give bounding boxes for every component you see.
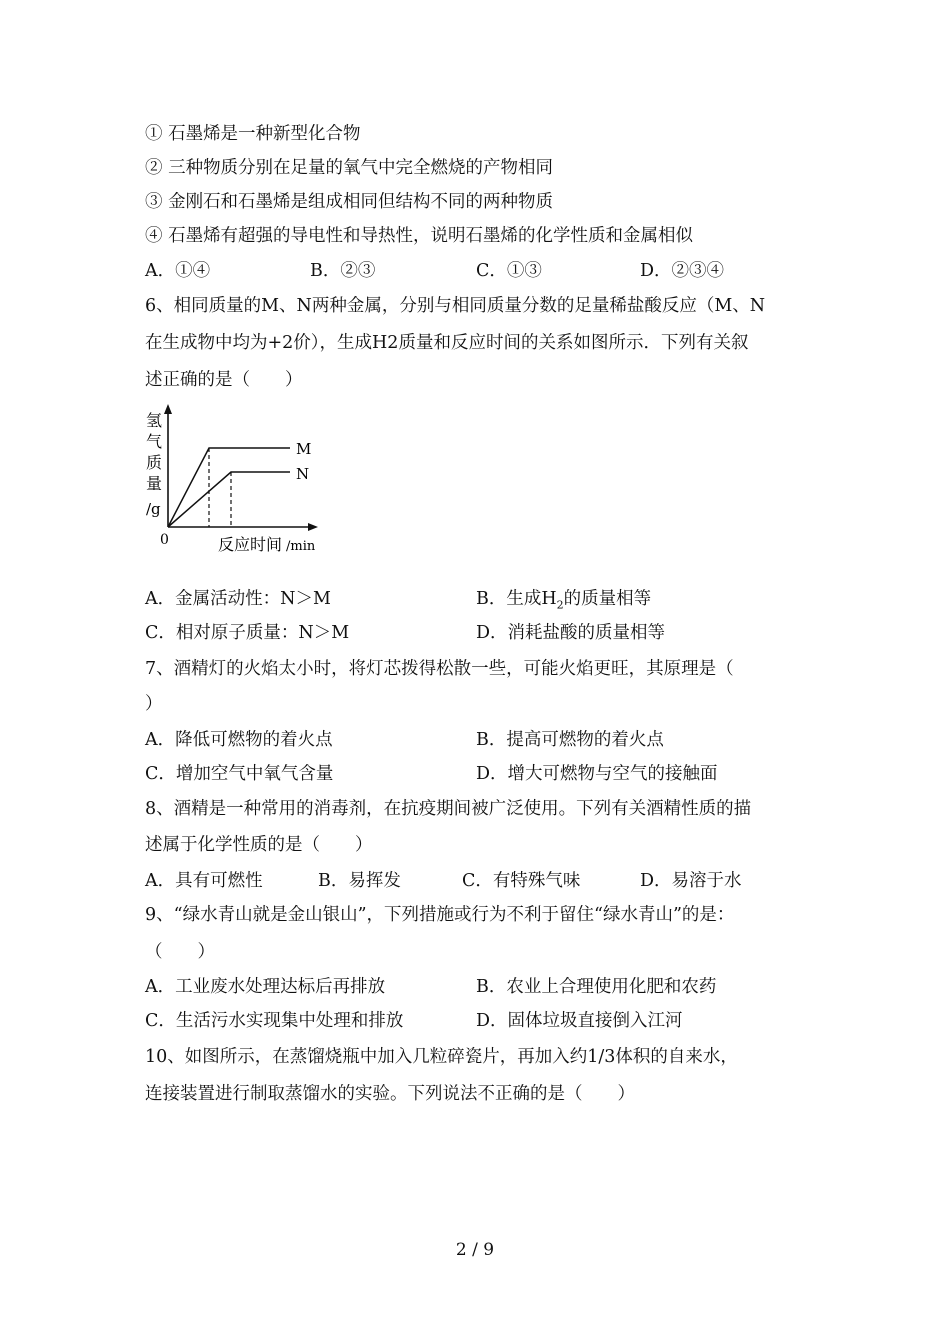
q7-option-d: D．增大可燃物与空气的接触面 bbox=[476, 764, 718, 784]
q7-option-a: A．降低可燃物的着火点 bbox=[145, 730, 333, 750]
q9-option-c: C．生活污水实现集中处理和排放 bbox=[145, 1011, 404, 1031]
q10-stem-line-2: 连接装置进行制取蒸馏水的实验。下列说法不正确的是（ ） bbox=[145, 1084, 635, 1104]
y-label-char-3: 质 bbox=[146, 453, 163, 472]
q8-option-c: C．有特殊气味 bbox=[462, 871, 581, 891]
q6-option-c: C．相对原子质量：N＞M bbox=[145, 623, 350, 643]
q5-statement-1: ① 石墨烯是一种新型化合物 bbox=[145, 124, 361, 144]
y-axis-arrow bbox=[164, 404, 172, 414]
y-label-char-2: 气 bbox=[146, 432, 163, 451]
line-n bbox=[168, 472, 290, 527]
line-m bbox=[168, 448, 290, 527]
q6-option-b-post: 的质量相等 bbox=[563, 589, 652, 609]
x-label: 反应时间 bbox=[218, 535, 283, 554]
y-unit: /g bbox=[146, 500, 161, 518]
q5-option-d: D．②③④ bbox=[640, 261, 725, 281]
origin-label: 0 bbox=[160, 532, 169, 548]
q6-stem-line-1: 6、相同质量的M、N两种金属，分别与相同质量分数的足量稀盐酸反应（M、N bbox=[145, 296, 766, 316]
q7-option-b: B．提高可燃物的着火点 bbox=[476, 730, 664, 750]
q7-option-c: C．增加空气中氧气含量 bbox=[145, 764, 334, 784]
q6-option-b-pre: B．生成H bbox=[476, 589, 557, 609]
q9-stem-line-2: （ ） bbox=[145, 942, 215, 962]
q7-stem-line-2: ） bbox=[145, 694, 163, 714]
page-number: 2 / 9 bbox=[455, 1240, 495, 1260]
q9-option-d: D．固体垃圾直接倒入江河 bbox=[476, 1011, 683, 1031]
q5-option-b: B．②③ bbox=[310, 261, 376, 281]
q9-option-b: B．农业上合理使用化肥和农药 bbox=[476, 977, 717, 997]
q5-option-a: A．①④ bbox=[145, 261, 211, 281]
q8-option-b: B．易挥发 bbox=[318, 871, 401, 891]
label-n: N bbox=[296, 465, 310, 483]
q6-hydrogen-graph bbox=[140, 400, 340, 560]
q8-stem-line-1: 8、酒精是一种常用的消毒剂，在抗疫期间被广泛使用。下列有关酒精性质的描 bbox=[145, 799, 752, 819]
q9-stem-line-1: 9、“绿水青山就是金山银山”，下列措施或行为不利于留住“绿水青山”的是： bbox=[145, 905, 735, 925]
q6-option-b bbox=[476, 587, 651, 618]
q10-stem-line-1: 10、如图所示，在蒸馏烧瓶中加入几粒碎瓷片，再加入约1/3体积的自来水， bbox=[145, 1047, 738, 1067]
y-label-char-4: 量 bbox=[146, 474, 163, 493]
q6-stem-line-3: 述正确的是（ ） bbox=[145, 370, 303, 390]
q8-option-a: A．具有可燃性 bbox=[145, 871, 263, 891]
q6-option-d: D．消耗盐酸的质量相等 bbox=[476, 623, 666, 643]
q7-stem-line-1: 7、酒精灯的火焰太小时，将灯芯拨得松散一些，可能火焰更旺，其原理是（ bbox=[145, 659, 734, 679]
x-unit: /min bbox=[286, 539, 316, 554]
label-m: M bbox=[296, 440, 312, 458]
q5-statement-2: ② 三种物质分别在足量的氧气中完全燃烧的产物相同 bbox=[145, 158, 554, 178]
y-label-char-1: 氢 bbox=[146, 411, 163, 430]
q8-stem-line-2: 述属于化学性质的是（ ） bbox=[145, 835, 373, 855]
q5-statement-4: ④ 石墨烯有超强的导电性和导热性，说明石墨烯的化学性质和金属相似 bbox=[145, 226, 694, 246]
q6-option-b-subscript: 2 bbox=[556, 598, 564, 612]
q5-option-c: C．①③ bbox=[476, 261, 542, 281]
q6-option-a: A．金属活动性：N＞M bbox=[145, 589, 331, 609]
q8-option-d: D．易溶于水 bbox=[640, 871, 742, 891]
q5-statement-3: ③ 金刚石和石墨烯是组成相同但结构不同的两种物质 bbox=[145, 192, 554, 212]
x-axis-arrow bbox=[308, 523, 318, 531]
q9-option-a: A．工业废水处理达标后再排放 bbox=[145, 977, 386, 997]
q6-stem-line-2: 在生成物中均为+2价），生成H2质量和反应时间的关系如图所示．下列有关叙 bbox=[145, 333, 749, 353]
